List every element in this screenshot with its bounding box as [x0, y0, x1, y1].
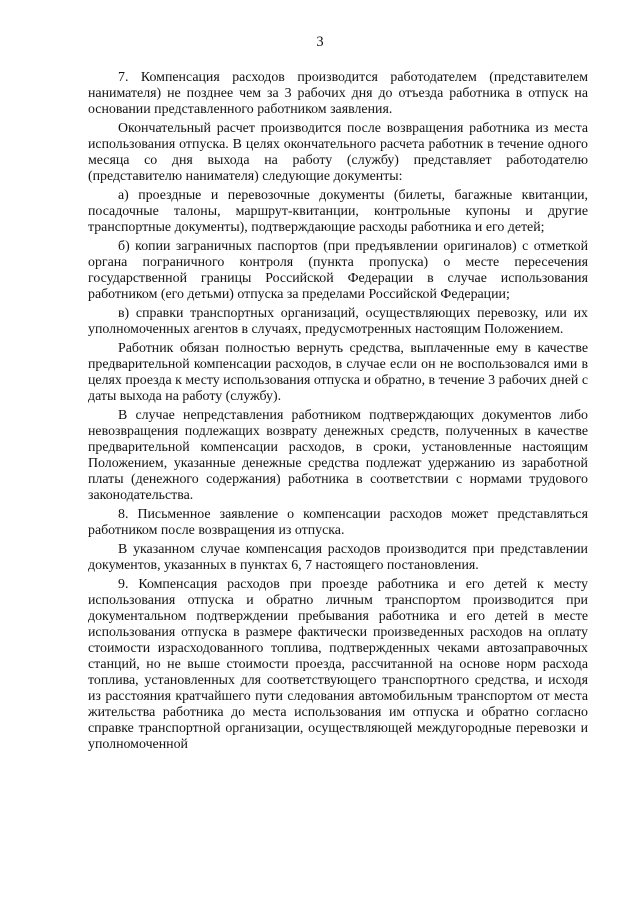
paragraph-7-compensation-timing: 7. Компенсация расходов производится работодателем (представителем нанимателя) не позднее чем за 3 рабочих дня до отъезда работника в отпуск на основании представленного работником заявления.	[88, 70, 588, 117]
paragraph-final-settlement: Окончательный расчет производится после возвращения работника из места использования отпуска. В целях окончательного расчета работник в течение одного месяца со дня выхода на работу (службу) представляет работодателю (представителю нанимателя) следующие документы:	[88, 121, 588, 184]
paragraph-salary-deduction: В случае непредставления работником подтверждающих документов либо невозвращения подлежащих возврату денежных средств, полученных в качестве предварительной компенсации расходов, в сроки, установленные настоящим Положением, указанные денежные средства подлежат удержанию из заработной платы (денежного содержания) работника в соответствии с нормами трудового законодательства.	[88, 408, 588, 503]
list-item-b-passport-copies: б) копии заграничных паспортов (при предъявлении оригиналов) с отметкой органа пограничного контроля (пункта пропуска) о месте пересечения государственной границы Российской Федерации в случае использования работником (его детьми) отпуска за пределами Российской Федерации;	[88, 239, 588, 302]
list-item-a-travel-documents: а) проездные и перевозочные документы (билеты, багажные квитанции, посадочные талоны, маршрут-квитанции, контрольные купоны и другие транспортные документы), подтверждающие расходы работника и его детей;	[88, 188, 588, 235]
page-number: 3	[316, 34, 324, 50]
paragraph-8-written-application: 8. Письменное заявление о компенсации расходов может представляться работником после возвращения из отпуска.	[88, 507, 588, 538]
paragraph-documents-reference: В указанном случае компенсация расходов производится при представлении документов, указанных в пунктах 6, 7 настоящего постановления.	[88, 542, 588, 573]
document-body	[88, 70, 588, 756]
paragraph-refund-obligation: Работник обязан полностью вернуть средства, выплаченные ему в качестве предварительной компенсации расходов, в случае если он не воспользовался ими в целях проезда к месту использования отпуска и обратно, в течение 3 рабочих дней с даты выхода на работу (службу).	[88, 341, 588, 404]
paragraph-9-personal-transport: 9. Компенсация расходов при проезде работника и его детей к месту использования отпуска и обратно личным транспортом производится при документальном подтверждении пребывания работника и его детей в месте использования отпуска в размере фактически произведенных расходов на оплату стоимости израсходованного топлива, подтвержденных чеками автозаправочных станций, но не выше стоимости проезда, рассчитанной на основе норм расхода топлива, установленных для соответствующего транспортного средства, и исходя из расстояния кратчайшего пути следования автомобильным транспортом от места жительства работника до места использования им отпуска и обратно согласно справке транспортной организации, осуществляющей междугородные перевозки и уполномоченной	[88, 577, 588, 752]
list-item-c-transport-certificates: в) справки транспортных организаций, осуществляющих перевозку, или их уполномоченных агентов в случаях, предусмотренных настоящим Положением.	[88, 306, 588, 337]
